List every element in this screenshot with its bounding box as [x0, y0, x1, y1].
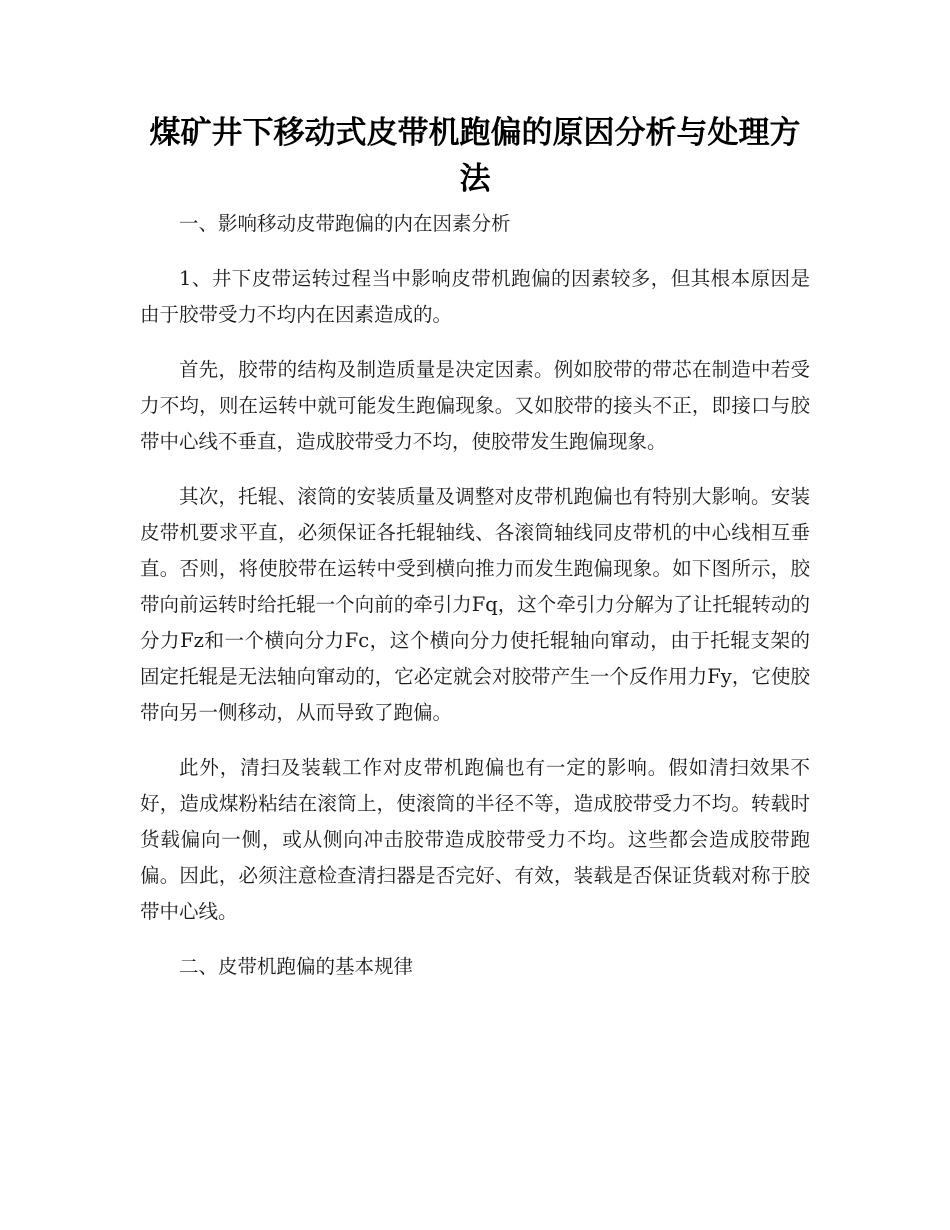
paragraph-3: 其次，托辊、滚筒的安装质量及调整对皮带机跑偏也有特别大影响。安装皮带机要求平直，必须保证各托辊轴线、各滚筒轴线同皮带机的中心线相互垂直。否则，将使胶带在运转中受到横向推力而发生跑偏现象。如下图所示，胶带向前运转时给托辊一个向前的牵引力Fq，这个牵引力分解为了让托辊转动的分力Fz和一个横向分力Fc，这个横向分力使托辊轴向窜动，由于托辊支架的固定托辊是无法轴向窜动的，它必定就会对胶带产生一个反作用力Fy，它使胶带向另一侧移动，从而导致了跑偏。 — [140, 485, 810, 724]
document-body — [140, 206, 810, 1004]
section-heading-2: 二、皮带机跑偏的基本规律 — [179, 955, 414, 978]
paragraph-4: 此外，清扫及装载工作对皮带机跑偏也有一定的影响。假如清扫效果不好，造成煤粉粘结在滚筒上，使滚筒的半径不等，造成胶带受力不均。转载时货载偏向一侧，或从侧向冲击胶带造成胶带受力不均。这些都会造成胶带跑偏。因此，必须注意检查清扫器是否完好、有效，装载是否保证货载对称于胶带中心线。 — [140, 756, 810, 923]
section-heading-1: 一、影响移动皮带跑偏的内在因素分析 — [179, 212, 511, 235]
paragraph-1: 1、井下皮带运转过程当中影响皮带机跑偏的因素较多，但其根本原因是由于胶带受力不均内在因素造成的。 — [140, 267, 810, 326]
document-title: 煤矿井下移动式皮带机跑偏的原因分析与处理方法 — [149, 115, 801, 197]
paragraph-2: 首先，胶带的结构及制造质量是决定因素。例如胶带的带芯在制造中若受力不均，则在运转中就可能发生跑偏现象。又如胶带的接头不正，即接口与胶带中心线不垂直，造成胶带受力不均，使胶带发生跑偏现象。 — [140, 358, 810, 453]
